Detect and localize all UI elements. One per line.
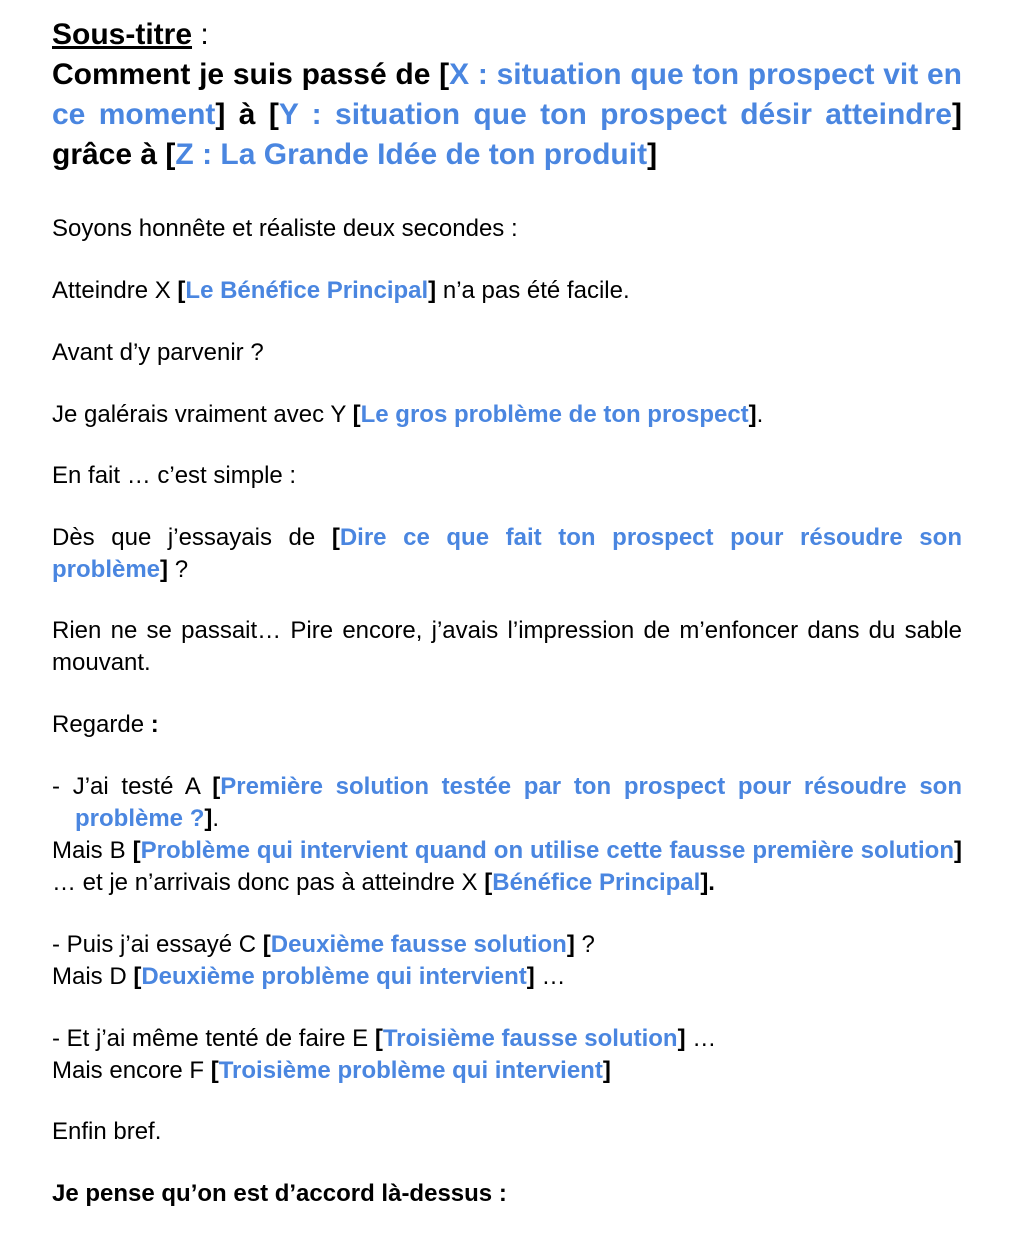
bracket: [ bbox=[374, 1025, 383, 1052]
text: Dès que j’essayais de bbox=[52, 524, 332, 551]
paragraph bbox=[52, 1055, 962, 1087]
subtitle-formula bbox=[52, 55, 962, 175]
bracket: [ bbox=[262, 931, 271, 958]
text: Regarde bbox=[52, 711, 151, 738]
heading-text: ] à [ bbox=[215, 98, 279, 131]
placeholder: Dire ce que fait ton prospect pour résoudre son problème bbox=[52, 524, 962, 583]
bracket: [ bbox=[133, 963, 142, 990]
text: Mais B bbox=[52, 837, 133, 864]
text: ? bbox=[168, 556, 189, 583]
paragraph: En fait … c’est simple : bbox=[52, 462, 297, 489]
text: . bbox=[212, 805, 220, 832]
text: … et je n’arrivais donc pas à atteindre X bbox=[52, 869, 485, 896]
bracket: ] bbox=[160, 556, 169, 583]
placeholder: Problème qui intervient quand on utilise cette fausse première solution bbox=[140, 837, 954, 864]
bracket: [ bbox=[177, 277, 186, 304]
bracket: ] bbox=[677, 1025, 686, 1052]
paragraph bbox=[52, 961, 962, 993]
placeholder: Le gros problème de ton prospect bbox=[360, 401, 749, 428]
paragraph bbox=[52, 835, 962, 899]
text: - J’ai testé A bbox=[52, 773, 213, 800]
bracket: ] bbox=[954, 837, 962, 864]
text: n’a pas été facile. bbox=[436, 277, 630, 304]
text: Je galérais vraiment avec Y bbox=[52, 401, 353, 428]
document-page bbox=[52, 0, 962, 1210]
list-item bbox=[52, 1023, 962, 1055]
bracket: [ bbox=[484, 869, 493, 896]
placeholder: Première solution testée par ton prospect pour résoudre son problème ? bbox=[75, 773, 962, 832]
heading-text: ] grâce à [ bbox=[52, 98, 962, 171]
list-item bbox=[52, 771, 962, 835]
paragraph bbox=[52, 275, 962, 307]
text: Mais D bbox=[52, 963, 134, 990]
bracket: [ bbox=[132, 837, 141, 864]
paragraph bbox=[52, 399, 962, 431]
placeholder: Bénéfice Principal bbox=[492, 869, 701, 896]
subtitle-colon: : bbox=[192, 18, 209, 51]
list-item bbox=[52, 929, 962, 961]
bracket: ] bbox=[526, 963, 535, 990]
heading-text: ] bbox=[647, 138, 658, 171]
paragraph: Soyons honnête et réaliste deux secondes : bbox=[52, 215, 518, 242]
text: . bbox=[756, 401, 764, 428]
text: Atteindre X bbox=[52, 277, 178, 304]
text: … bbox=[534, 963, 566, 990]
placeholder-z: Z : La Grande Idée de ton produit bbox=[175, 138, 648, 171]
bracket: [ bbox=[352, 401, 361, 428]
paragraph bbox=[52, 709, 962, 741]
text: - Puis j’ai essayé C bbox=[52, 931, 263, 958]
placeholder-x: X : situation que ton prospect vit en ce moment bbox=[52, 58, 962, 131]
bracket: ] bbox=[566, 931, 575, 958]
paragraph: Rien ne se passait… Pire encore, j’avais l’impression de m’enfoncer dans du sable mouvant. bbox=[52, 617, 962, 676]
paragraph: Avant d’y parvenir ? bbox=[52, 339, 264, 366]
bracket: [ bbox=[210, 1057, 219, 1084]
subtitle-label: Sous-titre bbox=[52, 18, 193, 51]
text: Mais encore F bbox=[52, 1057, 211, 1084]
bracket: ]. bbox=[700, 869, 715, 896]
bracket: ] bbox=[204, 805, 213, 832]
bracket: ] bbox=[602, 1057, 611, 1084]
text: … bbox=[685, 1025, 717, 1052]
closing-bold-paragraph: Je pense qu’on est d’accord là-dessus : bbox=[52, 1180, 507, 1207]
subtitle-heading bbox=[52, 15, 962, 175]
paragraph bbox=[52, 522, 962, 586]
placeholder: Troisième fausse solution bbox=[382, 1025, 678, 1052]
text: ? bbox=[574, 931, 595, 958]
bracket: [ bbox=[331, 524, 340, 551]
placeholder: Le Bénéfice Principal bbox=[185, 277, 429, 304]
placeholder: Deuxième problème qui intervient bbox=[141, 963, 527, 990]
bold-colon: : bbox=[150, 711, 159, 738]
heading-text: Comment je suis passé de [ bbox=[52, 58, 450, 91]
bracket: ] bbox=[428, 277, 437, 304]
paragraph: Enfin bref. bbox=[52, 1118, 162, 1145]
placeholder-y: Y : situation que ton prospect désir atteindre bbox=[278, 98, 952, 131]
placeholder: Troisième problème qui intervient bbox=[218, 1057, 603, 1084]
text: - Et j’ai même tenté de faire E bbox=[52, 1025, 375, 1052]
placeholder: Deuxième fausse solution bbox=[270, 931, 567, 958]
bracket: ] bbox=[748, 401, 757, 428]
subtitle-label-line bbox=[52, 15, 962, 55]
bracket: [ bbox=[212, 773, 221, 800]
